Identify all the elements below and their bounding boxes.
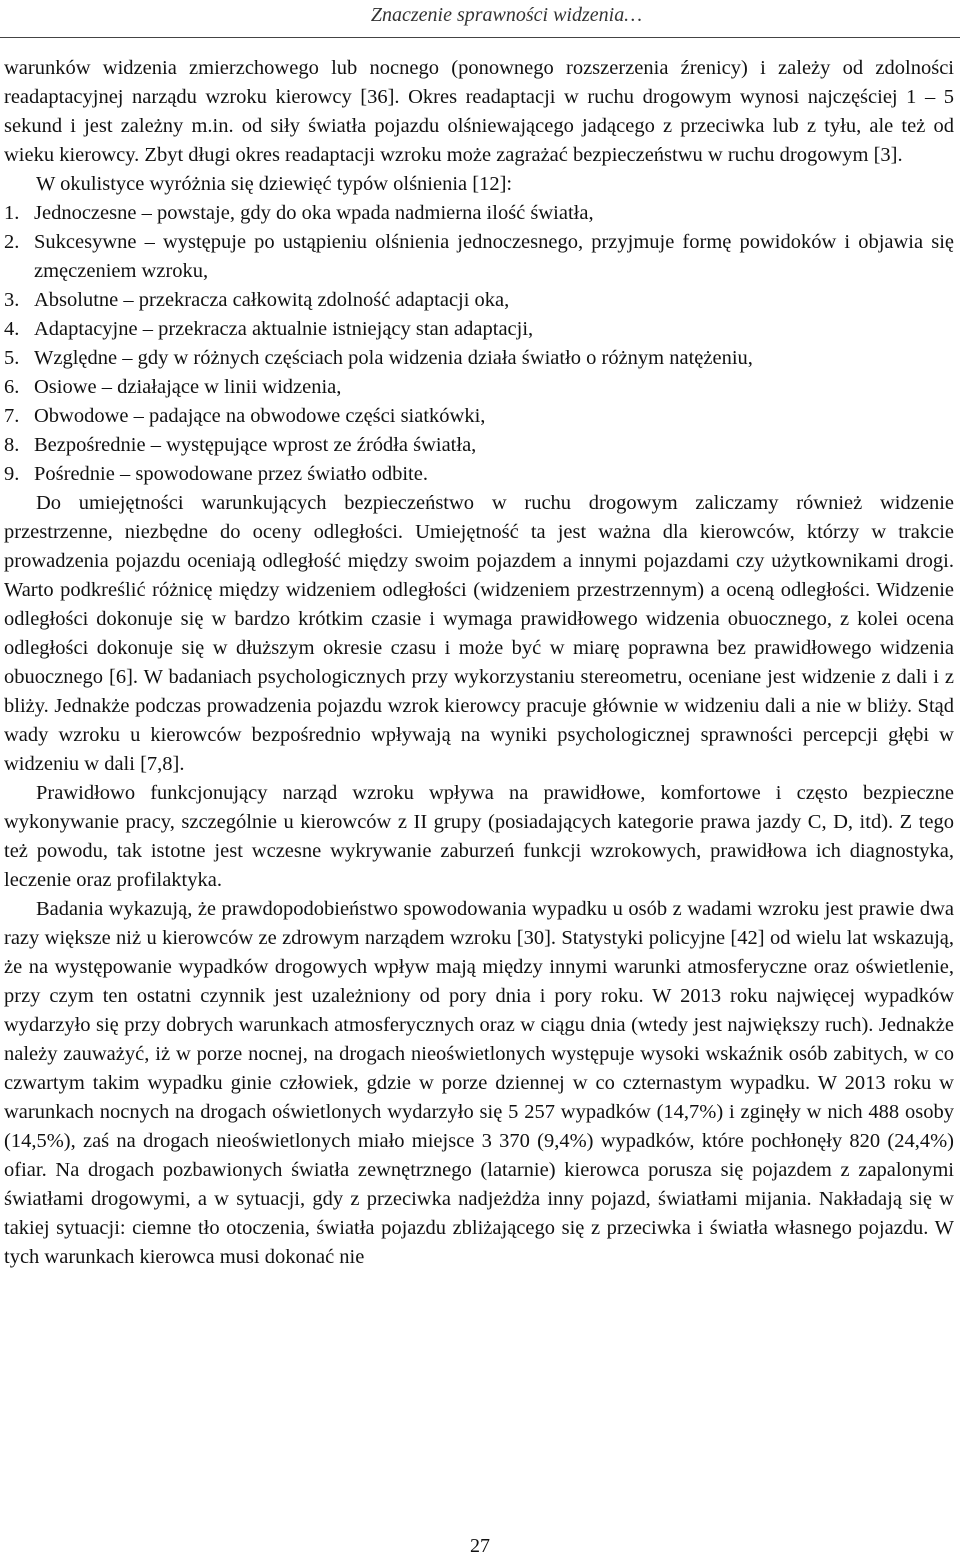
list-item	[4, 228, 954, 286]
list-item-text: Osiowe – działające w linii widzenia,	[34, 376, 342, 398]
paragraph-3: Prawidłowo funkcjonujący narząd wzroku wpływa na prawidłowe, komfortowe i często bezpieczne wykonywanie pracy, szczególnie u kierowców z II grupy (posiadających kategorie prawa jazdy C, D, itd). Z tego też powodu, tak istotne jest wczesne wykrywanie zaburzeń funkcji wzrokowych, prawidłowa ich diagnostyka, leczenie oraz profilaktyka.	[4, 782, 954, 891]
list-item-number: 2.	[4, 231, 20, 253]
page-content	[4, 54, 954, 1272]
list-item-number: 7.	[4, 405, 20, 427]
glare-types-list	[4, 199, 954, 489]
list-item-text: Adaptacyjne – przekracza aktualnie istniejący stan adaptacji,	[34, 318, 534, 340]
list-item-number: 1.	[4, 202, 20, 224]
paragraph-4: Badania wykazują, że prawdopodobieństwo spowodowania wypadku u osób z wadami wzroku jest prawie dwa razy większe niż u kierowców ze zdrowym narządem wzroku [30]. Statystyki policyjne [42] od wielu lat wskazują, że na występowanie wypadków drogowych wpływ mają między innymi warunki atmosferyczne oraz oświetlenie, przy czym ten ostatni czynnik jest uzależniony od pory dnia i pory roku. W 2013 roku najwięcej wypadków wydarzyło się przy dobrych warunkach atmosferycznych oraz w ciągu dnia (wtedy jest największy ruch). Jednakże należy zauważyć, iż w porze nocnej, na drogach nieoświetlonych występuje wysoki wskaźnik osób zabitych, w co czwartym takim wypadku ginie człowiek, gdzie w porze dziennej w co czternastym wypadku. W 2013 roku w warunkach nocnych na drogach oświetlonych wydarzyło się 5 257 wypadków (14,7%) i zginęły w nich 488 osoby (14,5%), zaś na drogach nieoświetlonych miało miejsce 3 370 (9,4%) wypadków, które pochłonęły 820 (24,4%) ofiar. Na drogach pozbawionych światła zewnętrznego (latarnie) kierowca porusza się pojazdem z zapalonymi światłami drogowymi, a w sytuacji, gdy z przeciwka nadjeżdża inny pojazd, światłami mijania. Nakładają się w takiej sytuacji: ciemne tło otoczenia, światła pojazdu zbliżającego się z przeciwka i światła własnego pojazdu. W tych warunkach kierowca musi dokonać nie	[4, 898, 954, 1268]
list-item	[4, 286, 954, 315]
list-item-number: 5.	[4, 347, 20, 369]
list-item	[4, 402, 954, 431]
paragraph-1: warunków widzenia zmierzchowego lub nocnego (ponownego rozszerzenia źrenicy) i zależy od zdolności readaptacyjnej narządu wzroku kierowcy [36]. Okres readaptacji w ruchu drogowym wynosi najczęściej 1 – 5 sekund i jest zależny m.in. od siły światła pojazdu olśniewającego jadącego z przeciwka lub z tyłu, ale też od wieku kierowcy. Zbyt długi okres readaptacji wzroku może zagrażać bezpieczeństwu w ruchu drogowym [3].	[4, 57, 954, 166]
list-item	[4, 373, 954, 402]
header-title: Znaczenie sprawności widzenia…	[370, 4, 642, 26]
page-number: 27	[470, 1535, 490, 1557]
list-item	[4, 344, 954, 373]
list-item-text: Jednoczesne – powstaje, gdy do oka wpada nadmierna ilość światła,	[34, 202, 594, 224]
running-header	[0, 0, 960, 38]
list-item-number: 6.	[4, 376, 20, 398]
list-intro: W okulistyce wyróżnia się dziewięć typów olśnienia [12]:	[36, 173, 513, 195]
list-item	[4, 431, 954, 460]
list-item	[4, 315, 954, 344]
list-item-number: 9.	[4, 463, 20, 485]
list-item-text: Bezpośrednie – występujące wprost ze źródła światła,	[34, 434, 477, 456]
list-item-text: Sukcesywne – występuje po ustąpieniu olśnienia jednoczesnego, przyjmuje formę powidoków i objawia się zmęczeniem wzroku,	[34, 231, 954, 282]
list-item-text: Pośrednie – spowodowane przez światło odbite.	[34, 463, 428, 485]
list-item-text: Względne – gdy w różnych częściach pola widzenia działa światło o różnym natężeniu,	[34, 347, 753, 369]
list-item-text: Absolutne – przekracza całkowitą zdolność adaptacji oka,	[34, 289, 510, 311]
list-item	[4, 460, 954, 489]
list-item-text: Obwodowe – padające na obwodowe części siatkówki,	[34, 405, 486, 427]
list-item-number: 4.	[4, 318, 20, 340]
paragraph-2: Do umiejętności warunkujących bezpieczeństwo w ruchu drogowym zaliczamy również widzenie przestrzenne, niezbędne do oceny odległości. Umiejętność ta jest ważna dla kierowców, którzy w trakcie prowadzenia pojazdu oceniają odległość między swoim pojazdem a innymi pojazdami czy użytkownikami drogi. Warto podkreślić różnicę między widzeniem odległości (widzeniem przestrzennym) a oceną odległości. Widzenie odległości dokonuje się w bardzo krótkim czasie i wymaga prawidłowego widzenia obuocznego, z kolei ocena odległości dokonuje się w dłuższym okresie czasu i może być w miarę poprawna bez prawidłowego widzenia obuocznego [6]. W badaniach psychologicznych przy wykorzystaniu stereometru, oceniane jest widzenie z dali i z bliży. Jednakże podczas prowadzenia pojazdu wzrok kierowcy pracuje głównie w widzeniu dali a nie w bliży. Stąd wady wzroku u kierowców bezpośrednio wpływają na wyniki psychologicznej sprawności percepcji głębi w widzeniu w dali [7,8].	[4, 492, 954, 775]
list-item-number: 3.	[4, 289, 20, 311]
list-item	[4, 199, 954, 228]
list-item-number: 8.	[4, 434, 20, 456]
